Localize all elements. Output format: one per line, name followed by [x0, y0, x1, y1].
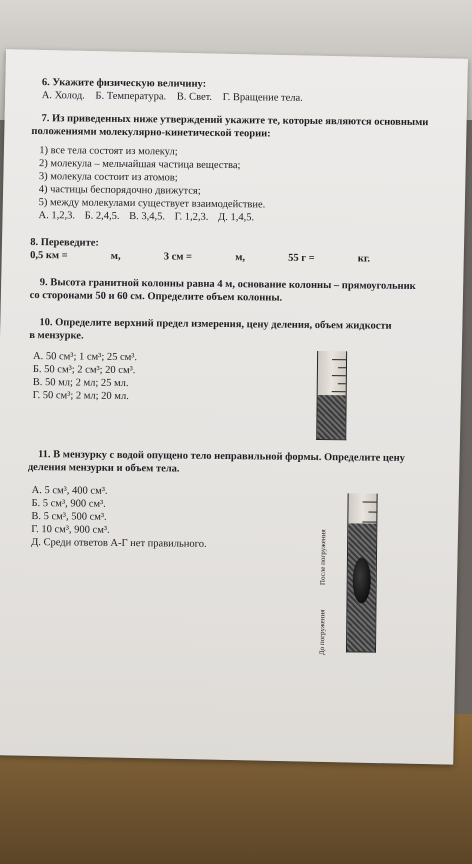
graduated-cylinder-image [346, 493, 378, 652]
convert-g-label: 55 г = [288, 252, 315, 264]
question-9 [30, 276, 428, 306]
statement-4: 4) частицы беспорядочно движутся; [38, 184, 201, 197]
statement-1: 1) все тела состоят из молекул; [39, 145, 178, 158]
statement-5: 5) между молекулами существует взаимодействие. [38, 197, 266, 211]
question-10 [28, 316, 427, 442]
beaker-tick [338, 367, 346, 368]
question-11-option-b: Б. 5 см³, 900 см³. [31, 498, 106, 510]
beaker-liquid [317, 395, 345, 439]
question-11 [26, 448, 426, 658]
question-9-title: 9. Высота гранитной колонны равна 4 м, основание колонны – прямоугольник со сторонами 50 и 60 см. Определите объем колонны. [29, 277, 416, 304]
question-10-option-a: А. 50 см³; 1 см³; 25 см³. [33, 351, 138, 364]
convert-cm-unit: м, [235, 252, 246, 264]
question-10-option-b: Б. 50 см³; 2 см³; 20 см³. [32, 364, 136, 377]
beaker-tick [332, 391, 346, 392]
question-7-answer-a: А. 1,2,3. [38, 210, 76, 222]
statement-3: 3) молекула состоит из атомов; [38, 171, 178, 184]
beaker-tick [332, 375, 346, 376]
question-8 [30, 236, 428, 266]
cylinder-tick [363, 501, 377, 502]
question-8-title: 8. Переведите: [30, 236, 100, 249]
convert-km-label: 0,5 км = [30, 249, 68, 262]
question-6-option-c: В. Свет. [176, 91, 213, 103]
question-10-body [28, 350, 427, 442]
question-7-answer-d: Г. 1,2,3. [174, 211, 209, 223]
question-7 [30, 112, 429, 226]
question-7-answers [30, 209, 428, 226]
statement-2: 2) молекула – мельчайшая частица вещества; [39, 158, 241, 172]
question-11-option-c: В. 5 см³, 500 см³. [31, 511, 107, 523]
cylinder-tick [362, 521, 376, 522]
question-10-option-c: В. 50 мл; 2 мл; 25 мл. [32, 377, 129, 390]
question-7-answer-c: В. 3,4,5. [129, 211, 166, 223]
question-11-option-e: Д. Среди ответов А-Г нет правильного. [31, 537, 207, 550]
question-11-option-d: Г. 10 см³, 900 см³. [31, 524, 110, 536]
label-before-immersion: До погружения [317, 609, 327, 656]
question-6-option-b: Б. Температура. [95, 90, 167, 103]
convert-g-unit: кг. [357, 253, 371, 265]
cylinder-tick [368, 512, 376, 513]
question-10-title: 10. Определите верхний предел измерения, цену деления, объем жидкости в мензурке. [29, 317, 392, 342]
question-6 [32, 76, 430, 106]
beaker-tick [332, 359, 346, 360]
beaker-image [316, 351, 347, 440]
question-6-option-a: А. Холод. [41, 90, 85, 102]
question-7-statements [31, 144, 430, 213]
question-7-answer-e: Д. 1,4,5. [218, 211, 255, 224]
label-after-immersion: После погружения [318, 529, 328, 586]
question-10-option-d: Г. 50 см³; 2 мл; 20 мл. [32, 390, 129, 403]
question-6-options [32, 89, 430, 106]
beaker-tick [338, 383, 346, 384]
question-10-options [29, 350, 428, 406]
question-6-title: 6. Укажите физическую величину: [41, 77, 207, 90]
convert-km-unit: м, [110, 250, 121, 262]
worksheet-content [26, 76, 430, 668]
question-7-title: 7. Из приведенных ниже утверждений укажите те, которые являются основными положениями молекулярно-кинетической теории: [31, 113, 429, 140]
question-11-option-a: А. 5 см³, 400 см³. [31, 485, 108, 497]
convert-cm-label: 3 см = [163, 251, 193, 263]
question-11-body [26, 484, 426, 658]
question-6-option-d: Г. Вращение тела. [222, 91, 303, 104]
question-7-answer-b: Б. 2,4,5. [84, 210, 120, 222]
question-11-title: 11. В мензурку с водой опущено тело неправильной формы. Определите цену деления мензурки и объем тела. [27, 449, 405, 475]
question-8-items [30, 249, 370, 266]
